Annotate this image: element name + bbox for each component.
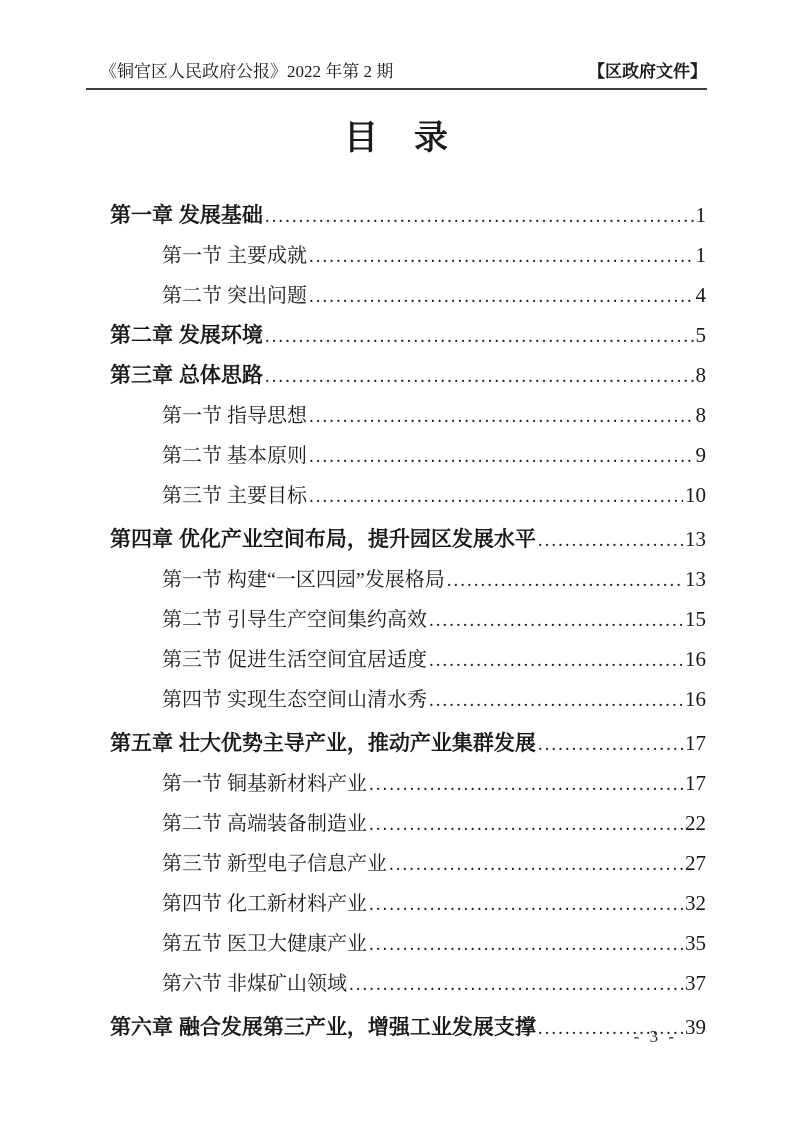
toc-entry-page: 9 (695, 443, 706, 467)
toc-leader-dots (389, 846, 683, 884)
gazette-issue-label: 《铜官区人民政府公报》2022 年第 2 期 (100, 62, 394, 81)
toc-leader-dots (349, 966, 683, 1004)
toc-entry-page: 13 (685, 567, 706, 591)
toc-entry (110, 436, 706, 476)
toc-entry (110, 844, 706, 884)
toc-entry-page: 22 (685, 811, 706, 835)
toc-entry-page: 8 (695, 403, 706, 427)
toc-entry-page: 4 (695, 283, 706, 307)
toc-entry-title: 第一节 构建“一区四园”发展格局 (162, 569, 445, 591)
toc-entry (110, 600, 706, 640)
toc-entry-title: 第三节 促进生活空间宜居适度 (162, 649, 427, 671)
toc-entry-page: 32 (685, 891, 706, 915)
toc-entry-title: 第一节 指导思想 (162, 405, 307, 427)
toc-entry-title: 第一节 铜基新材料产业 (162, 773, 367, 795)
toc-leader-dots (309, 238, 694, 276)
toc-leader-dots (369, 886, 683, 924)
toc-entry-page: 16 (685, 647, 706, 671)
toc-heading: 目 录 (344, 119, 449, 157)
toc-entry (110, 276, 706, 316)
toc-entry-title: 第三节 主要目标 (162, 485, 307, 507)
toc-leader-dots (265, 198, 694, 236)
toc-entry-page: 17 (685, 771, 706, 795)
toc-entry (110, 396, 706, 436)
toc-entry-page: 27 (685, 851, 706, 875)
toc-entry (110, 680, 706, 720)
toc-leader-dots (369, 766, 683, 804)
document-category-label: 【区政府文件】 (588, 62, 707, 81)
toc-entry-page: 8 (695, 363, 706, 387)
toc-entry (110, 236, 706, 276)
toc-leader-dots (369, 806, 683, 844)
toc-entry-page: 5 (695, 323, 706, 347)
toc-entry-title: 第六章 融合发展第三产业，增强工业发展支撑 (110, 1016, 536, 1039)
toc-entry-page: 1 (695, 243, 706, 267)
toc-entry (110, 964, 706, 1004)
toc-entry (110, 196, 706, 236)
toc-entry-title: 第二章 发展环境 (110, 324, 263, 347)
toc-leader-dots (309, 438, 694, 476)
toc-entry-page: 39 (685, 1015, 706, 1039)
toc-leader-dots (429, 642, 683, 680)
toc-entry-page: 37 (685, 971, 706, 995)
toc-leader-dots (309, 398, 694, 436)
toc-leader-dots (429, 602, 683, 640)
toc-entry (110, 476, 706, 516)
toc-entry-page: 10 (685, 483, 706, 507)
toc-entry (110, 356, 706, 396)
toc-leader-dots (429, 682, 683, 720)
toc-entry-page: 35 (685, 931, 706, 955)
toc-entry-title: 第二节 高端装备制造业 (162, 813, 367, 835)
toc-entry (110, 724, 706, 764)
toc-leader-dots (447, 562, 683, 600)
toc-entry (110, 764, 706, 804)
toc-entry (110, 560, 706, 600)
toc-entry-title: 第二节 引导生产空间集约高效 (162, 609, 427, 631)
toc-entry (110, 804, 706, 844)
toc-entry-title: 第一章 发展基础 (110, 204, 263, 227)
toc-leader-dots (538, 522, 683, 560)
toc-entry-title: 第四章 优化产业空间布局，提升园区发展水平 (110, 528, 536, 551)
toc-list (110, 196, 706, 1048)
toc-leader-dots (265, 318, 694, 356)
toc-entry-title: 第二节 突出问题 (162, 285, 307, 307)
toc-entry-page: 1 (695, 203, 706, 227)
toc-entry-title: 第三节 新型电子信息产业 (162, 853, 387, 875)
toc-entry-title: 第五章 壮大优势主导产业，推动产业集群发展 (110, 732, 536, 755)
toc-entry (110, 520, 706, 560)
toc-entry (110, 924, 706, 964)
toc-entry (110, 884, 706, 924)
toc-entry-title: 第四节 化工新材料产业 (162, 893, 367, 915)
toc-entry-page: 13 (685, 527, 706, 551)
toc-leader-dots (265, 358, 694, 396)
toc-entry-page: 17 (685, 731, 706, 755)
toc-entry-page: 16 (685, 687, 706, 711)
toc-entry-title: 第四节 实现生态空间山清水秀 (162, 689, 427, 711)
toc-entry-title: 第二节 基本原则 (162, 445, 307, 467)
toc-entry-title: 第六节 非煤矿山领域 (162, 973, 347, 995)
toc-leader-dots (309, 478, 683, 516)
toc-entry-title: 第五节 医卫大健康产业 (162, 933, 367, 955)
toc-entry-title: 第一节 主要成就 (162, 245, 307, 267)
toc-leader-dots (369, 926, 683, 964)
toc-entry (110, 316, 706, 356)
toc-entry-page: 15 (685, 607, 706, 631)
toc-entry-title: 第三章 总体思路 (110, 364, 263, 387)
toc-leader-dots (538, 726, 683, 764)
toc-leader-dots (309, 278, 694, 316)
page-number: - 3 - (633, 1027, 677, 1046)
toc-entry (110, 640, 706, 680)
page-header (86, 57, 707, 90)
toc-entry (110, 1008, 706, 1048)
